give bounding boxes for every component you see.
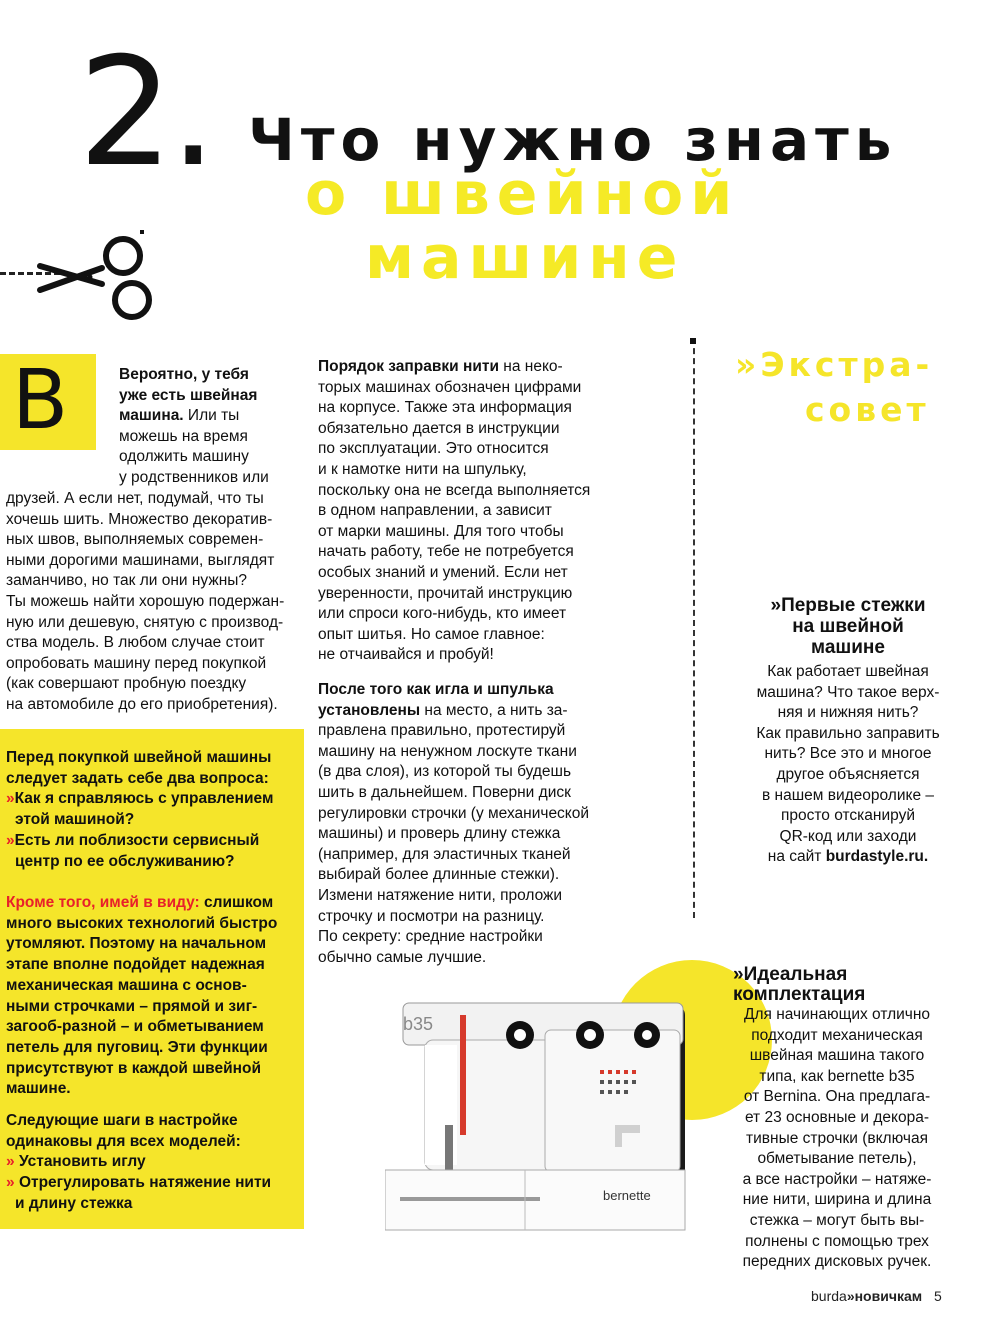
purchase-questions: Перед покупкой швейной машины следует задать себе два вопроса: »Как я справляюсь с управлением этой машиной? »Есть ли поблизости сервисный центр по ее обслуживанию? (6, 749, 274, 870)
intro-paragraph-top: Вероятно, у тебя уже есть швейная машина. Или ты можешь на время одолжить машину у родственников или (119, 366, 269, 486)
intro-paragraph: друзей. А если нет, подумай, что ты хочешь шить. Множество декоратив- ных швов, выполняемых современ- ными дорогими машинами, выглядят заманчиво, но так ли они нужны? Ты можешь найти хорошую подержан- ную или дешевую, снятую с производ- ства модель. В любом случае стоит опробовать машину перед покупкой (как совершают пробную поездку на автомобиле до его приобретения). (6, 490, 285, 713)
ideal-set-text: Для начинающих отлично подходит механическая швейная машина такого типа, как bernette b35 от Bernina. Она предлага- ет 23 основные и декора- тивные строчки (включая обметывание петель), а все настройки – натяже- ние нити, ширина и длина стежка – могут быть вы- полнены с помощью трех передних дисковых ручек. (742, 1006, 932, 1271)
scissors-icon (20, 222, 160, 332)
threading-paragraph: Порядок заправки нити на неко- торых машинах обозначен цифрами на корпусе. Также эта информация обязательно дается в инструкции по эксплуатации. Это относится и к намотке нити на шпульку, поскольку она не всегда выполняется в одном направлении, а зависит от марки машины. Для того чтобы начать работу, тебе не потребуется особых знаний и умений. Если нет уверенности, прочитай инструкцию или спроси кого-нибудь, кто имеет опыт шитья. Но самое главное: не отчаивайся и пробуй! (318, 358, 591, 664)
video-box-text: Как работает швейная машина? Что такое верх- няя и нижняя нить? Как правильно заправить нить? Все это и многое другое объясняется в нашем видеоролике – просто отсканируй QR-код или заходи на сайт burdastyle.ru. (756, 663, 940, 866)
testing-paragraph: После того как игла и шпулька установлены на место, а нить за- правлена правильно, протестируй машину на ненужном лоскуте ткани (в два слоя), из которой ты будешь шить в дальнейшем. Поверни диск регулировки строчки (у механической машины) и проверь длину стежка (например, для эластичных тканей выбирай более длинные стежки). Измени натяжение нити, проложи строчку и посмотри на разницу. По секрету: средние настройки обычно самые лучшие. (318, 681, 590, 966)
page-title-line-3: машине (365, 223, 685, 293)
ideal-set-title: »Идеальная комплектация (733, 964, 866, 1005)
chapter-number: 2. (78, 26, 214, 200)
column-divider (693, 338, 695, 918)
divider-cap (690, 338, 696, 344)
page-footer (811, 1288, 942, 1304)
machine-model-label: b35 (403, 1014, 434, 1034)
extra-tip-heading-1: »Экстра- (735, 345, 934, 384)
note-paragraph: Кроме того, имей в виду: слишком много высоких технологий быстро утомляют. Поэтому на начальном этапе вполне подойдет надежная механическая машина с основ- ными строчками – прямой и зиг- загооб-разной – и обметыванием петель для пуговиц. Эти функции присутствуют в каждой швейной машине. (6, 894, 278, 1098)
setup-steps: Следующие шаги в настройке одинаковы для всех моделей: » Установить иглу » Отрегулировать натяжение нити и длину стежка (6, 1112, 272, 1212)
page-number: 5 (934, 1288, 942, 1304)
drop-cap: В (0, 354, 96, 450)
page-title-line-1: Что нужно знать (248, 106, 898, 174)
machine-brand-label: bernette (603, 1188, 651, 1203)
footer-section: »новичкам (846, 1288, 923, 1304)
footer-brand: burda (811, 1288, 847, 1304)
site-link[interactable]: burdastyle.ru. (825, 848, 929, 866)
extra-tip-heading-2: совет (805, 390, 930, 429)
sewing-machine-image (385, 985, 710, 1240)
page-title-line-2: о швейной (305, 159, 740, 229)
video-box-title: »Первые стежки на швейной машине (770, 595, 926, 658)
